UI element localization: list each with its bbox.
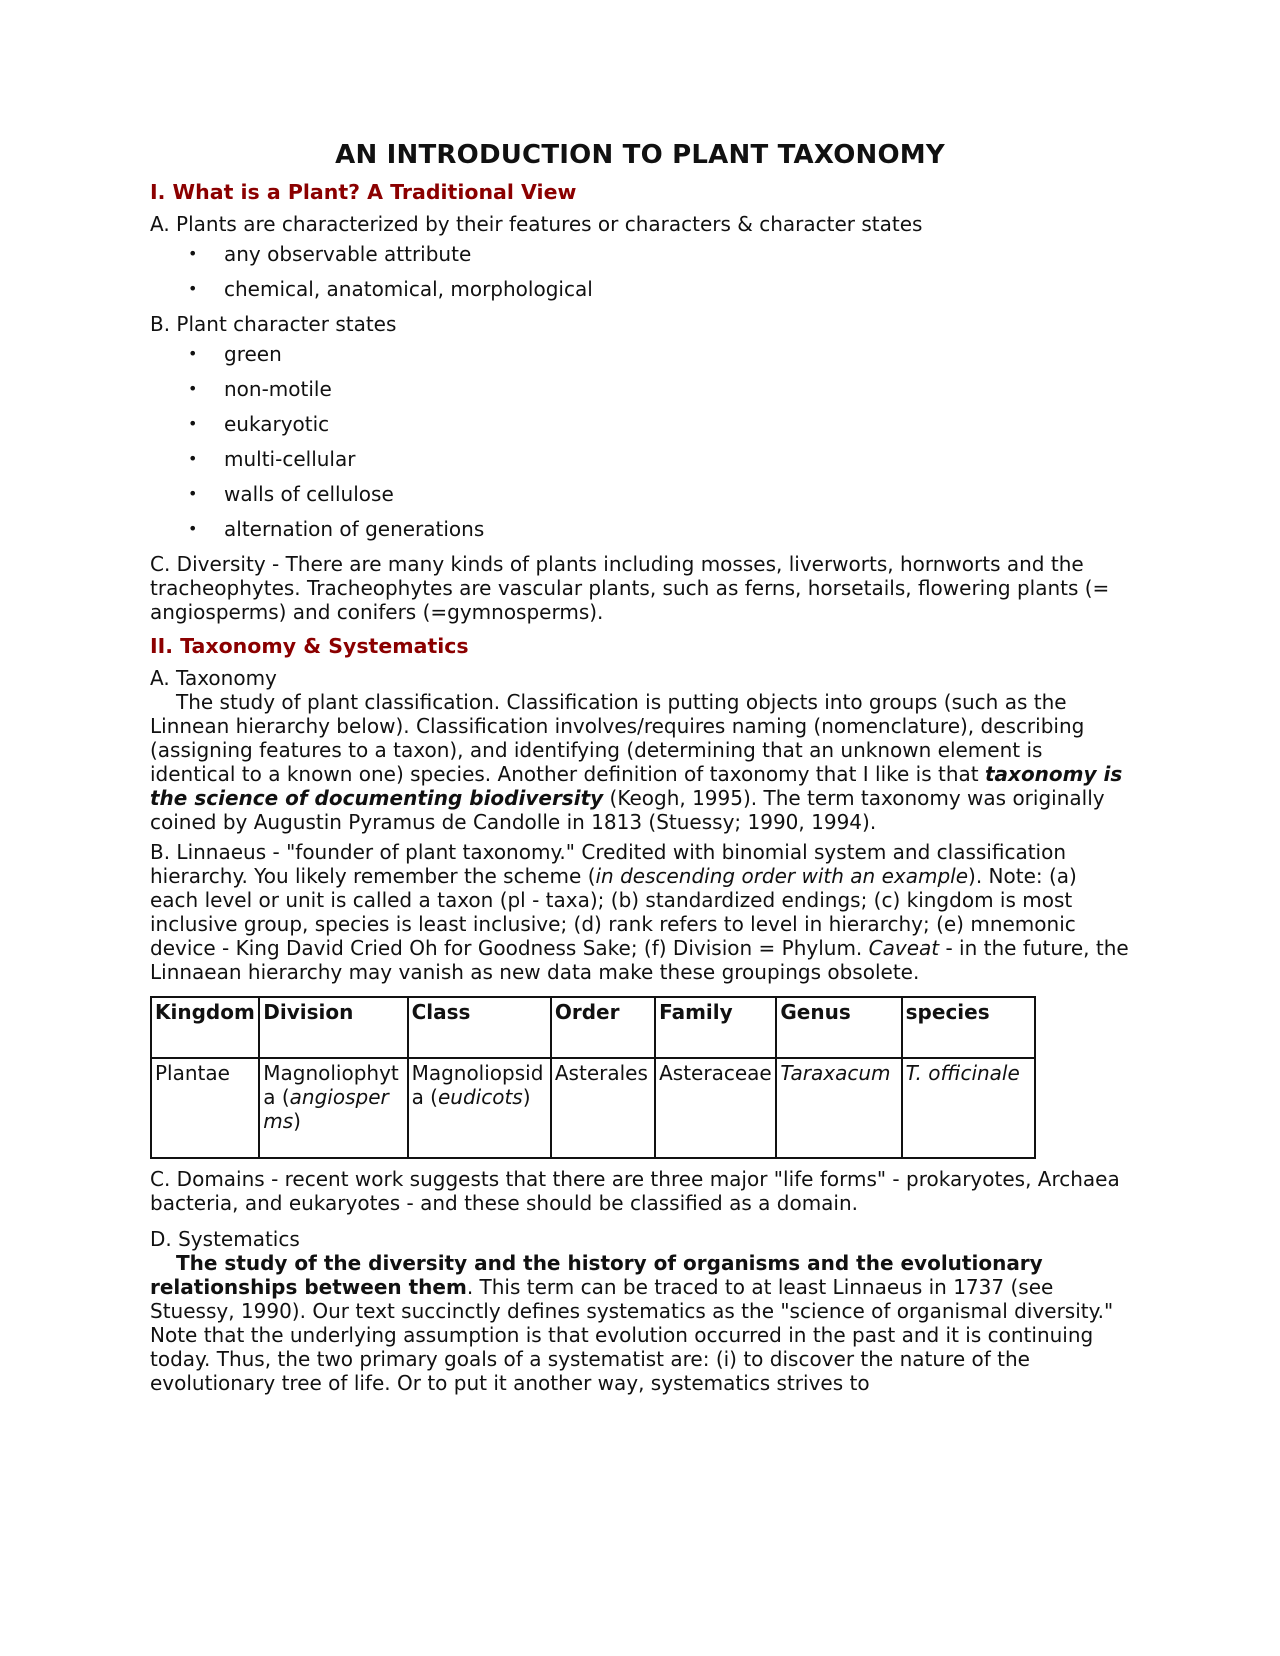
bullet-icon: • <box>188 449 198 468</box>
table-cell: Magnoliopsida (eudicots) <box>408 1058 551 1158</box>
paragraph-1c: C. Diversity - There are many kinds of plants including mosses, liverworts, hornworts and the tracheophytes. Tracheophytes are vascular plants, such as ferns, horsetails, flowering plants (= angiosperms) and conifers (=gymnosperms). <box>150 552 1110 624</box>
bullet-list-1a <box>150 242 1130 301</box>
list-item: • chemical, anatomical, morphological <box>188 277 593 301</box>
table-cell: Taraxacum <box>776 1058 901 1158</box>
bullet-icon: • <box>188 279 198 298</box>
section-heading-1: I. What is a Plant? A Traditional View <box>150 180 577 204</box>
paragraph-1b: B. Plant character states <box>150 312 397 336</box>
list-item: • multi-cellular <box>188 447 356 471</box>
table-header: Genus <box>776 997 901 1058</box>
list-item: • any observable attribute <box>188 242 472 266</box>
table-header: Family <box>655 997 776 1058</box>
list-item: • alternation of generations <box>188 517 485 541</box>
table-cell: Asterales <box>551 1058 655 1158</box>
table-header-row <box>151 997 1035 1058</box>
bullet-icon: • <box>188 484 198 503</box>
section-heading-2: II. Taxonomy & Systematics <box>150 634 469 658</box>
table-cell: Asteraceae <box>655 1058 776 1158</box>
table-header: Kingdom <box>151 997 259 1058</box>
paragraph-systematics: The study of the diversity and the history of organisms and the evolutionary relationships between them. This term can be traced to at least Linnaeus in 1737 (see Stuessy, 1990). Our text succinctly defines systematics as the "science of organismal diversity." Note that the underlying assumption is that evolution occurred in the past and it is continuing today. Thus, the two primary goals of a systematist are: (i) to discover the nature of the evolutionary tree of life. Or to put it another way, systematics strives to <box>150 1251 1114 1395</box>
subheading-taxonomy: A. Taxonomy <box>150 666 277 690</box>
bullet-icon: • <box>188 244 198 263</box>
table-cell: Plantae <box>151 1058 259 1158</box>
taxonomy-table <box>150 996 1036 1159</box>
list-item: • non-motile <box>188 377 332 401</box>
list-item: • walls of cellulose <box>188 482 394 506</box>
bullet-icon: • <box>188 519 198 538</box>
paragraph-taxonomy: The study of plant classification. Classification is putting objects into groups (such as the Linnean hierarchy below). Classification involves/requires naming (nomenclature), describing (assigning features to a taxon), and identifying (determining that an unknown element is identical to a known one) species. Another definition of taxonomy that I like is that taxonomy is the science of documenting biodiversity (Keogh, 1995). The term taxonomy was originally coined by Augustin Pyramus de Candolle in 1813 (Stuessy; 1990, 1994). <box>150 690 1123 834</box>
bullet-icon: • <box>188 414 198 433</box>
document-page <box>150 140 1130 1401</box>
table-header: Order <box>551 997 655 1058</box>
list-item: • green <box>188 342 282 366</box>
table-row <box>151 1058 1035 1158</box>
table-cell: Magnoliophyta (angiosperms) <box>259 1058 407 1158</box>
page-title: AN INTRODUCTION TO PLANT TAXONOMY <box>335 140 945 170</box>
taxonomy-definition: taxonomy is the science of documenting biodiversity <box>150 762 1123 810</box>
subheading-systematics: D. Systematics <box>150 1227 300 1251</box>
table-cell: T. officinale <box>902 1058 1035 1158</box>
table-header: Class <box>408 997 551 1058</box>
paragraph-domains: C. Domains - recent work suggests that there are three major "life forms" - prokaryotes, Archaea bacteria, and eukaryotes - and these should be classified as a domain. <box>150 1167 1120 1215</box>
list-item: • eukaryotic <box>188 412 330 436</box>
bullet-icon: • <box>188 344 198 363</box>
paragraph-1a: A. Plants are characterized by their features or characters & character states <box>150 212 923 236</box>
paragraph-linnaeus: B. Linnaeus - "founder of plant taxonomy." Credited with binomial system and classification hierarchy. You likely remember the scheme (in descending order with an example). Note: (a) each level or unit is called a taxon (pl - taxa); (b) standardized endings; (c) kingdom is most inclusive group, species is least inclusive; (d) rank refers to level in hierarchy; (e) mnemonic device - King David Cried Oh for Goodness Sake; (f) Division = Phylum. Caveat - in the future, the Linnaean hierarchy may vanish as new data make these groupings obsolete. <box>150 840 1129 984</box>
table-header: Division <box>259 997 407 1058</box>
bullet-icon: • <box>188 379 198 398</box>
table-header: species <box>902 997 1035 1058</box>
bullet-list-1b <box>150 342 1130 541</box>
